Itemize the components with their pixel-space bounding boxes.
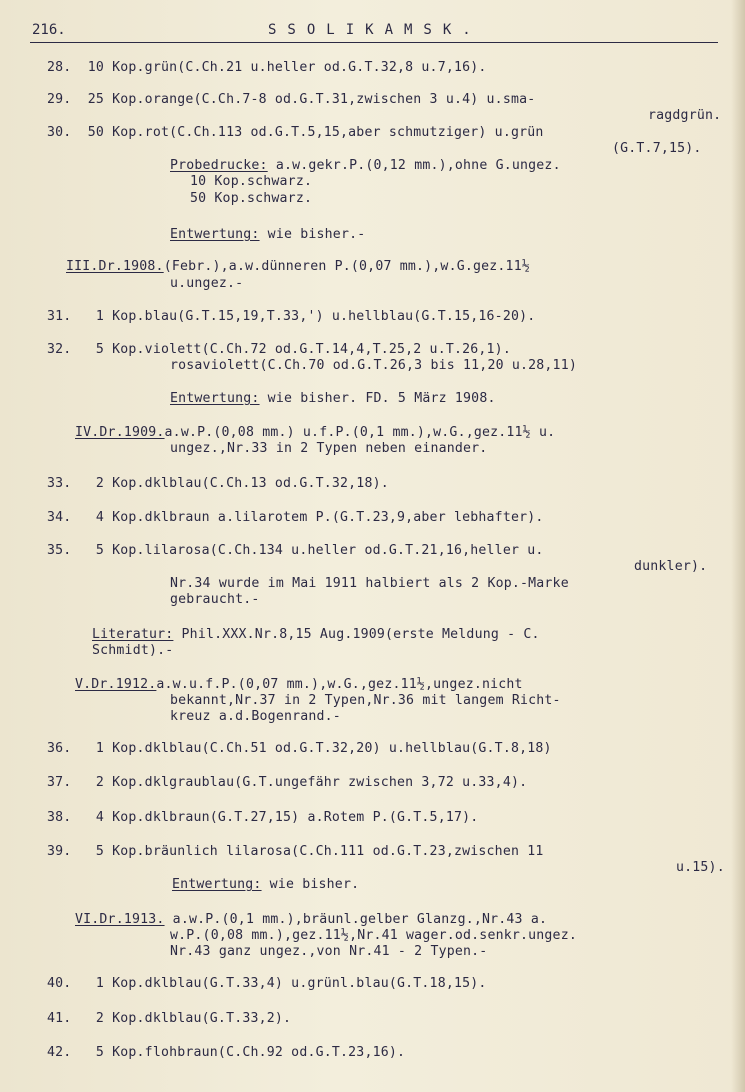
text-line [47, 775, 527, 791]
text-line [47, 510, 544, 526]
text-line [47, 1045, 405, 1061]
text-line [170, 576, 569, 592]
text-line [75, 677, 523, 693]
line-text: Nr.43 ganz ungez.,von Nr.41 - 2 Typen.- [170, 944, 488, 959]
line-text: 10 Kop.schwarz. [190, 174, 313, 189]
page-number: 216. [32, 22, 66, 38]
page-title: SSOLIKAMSK. [268, 22, 482, 38]
text-line [92, 643, 173, 659]
line-text: 33. 2 Kop.dklblau(C.Ch.13 od.G.T.32,18). [47, 476, 389, 491]
line-text: 40. 1 Kop.dklblau(G.T.33,4) u.grünl.blau(G.T.18,15). [47, 976, 487, 991]
line-text: 30. 50 Kop.rot(C.Ch.113 od.G.T.5,15,aber schmutziger) u.grün [47, 125, 544, 140]
underlined-heading: IV.Dr.1909. [75, 425, 165, 440]
line-text: 41. 2 Kop.dklblau(G.T.33,2). [47, 1011, 292, 1026]
line-text: ungez.,Nr.33 in 2 Typen neben einander. [170, 441, 488, 456]
text-line [676, 860, 725, 876]
text-line [170, 227, 365, 243]
text-line [648, 108, 721, 124]
line-text: a.w.P.(0,1 mm.),bräunl.gelber Glanzg.,Nr.43 a. [164, 912, 548, 927]
line-text: (G.T.7,15). [612, 141, 702, 156]
line-text: 42. 5 Kop.flohbraun(C.Ch.92 od.G.T.23,16). [47, 1045, 406, 1060]
text-line [190, 191, 312, 207]
line-text: 37. 2 Kop.dklgraublau(G.T.ungefähr zwischen 3,72 u.33,4). [47, 775, 528, 790]
text-line [47, 125, 544, 141]
line-text: u.15). [676, 860, 725, 875]
text-line [170, 158, 561, 174]
text-line [47, 810, 478, 826]
page-header [30, 22, 718, 43]
text-line [170, 358, 577, 374]
underlined-heading: Entwertung: [170, 227, 260, 242]
underlined-heading: Literatur: [92, 627, 174, 642]
text-line [47, 342, 511, 358]
line-text: Schmidt).- [92, 643, 174, 658]
underlined-heading: Probedrucke: [170, 158, 268, 173]
line-text: 39. 5 Kop.bräunlich lilarosa(C.Ch.111 od.G.T.23,zwischen 11 [47, 844, 544, 859]
line-text: rosaviolett(C.Ch.70 od.G.T.26,3 bis 11,20 u.28,11) [170, 358, 577, 373]
page-edge-shadow [731, 0, 745, 1092]
text-line [47, 543, 544, 559]
text-line [47, 976, 487, 992]
line-text: kreuz a.d.Bogenrand.- [170, 709, 341, 724]
text-line [47, 92, 535, 108]
text-line [634, 559, 707, 575]
line-text: (Febr.),a.w.dünneren P.(0,07 mm.),w.G.gez.11½ [163, 259, 530, 274]
text-line [170, 928, 577, 944]
text-line [66, 259, 530, 275]
line-text: 38. 4 Kop.dklbraun(G.T.27,15) a.Rotem P.(G.T.5,17). [47, 810, 479, 825]
text-line [170, 709, 341, 725]
underlined-heading: Entwertung: [172, 877, 262, 892]
line-text: a.w.P.(0,08 mm.) u.f.P.(0,1 mm.),w.G.,gez.11½ u. [164, 425, 556, 440]
line-text: Nr.34 wurde im Mai 1911 halbiert als 2 Kop.-Marke [170, 576, 569, 591]
line-text: dunkler). [634, 559, 708, 574]
text-line [172, 877, 359, 893]
line-text: w.P.(0,08 mm.),gez.11½,Nr.41 wager.od.senkr.ungez. [170, 928, 577, 943]
underlined-heading: VI.Dr.1913. [75, 912, 165, 927]
text-line [47, 741, 552, 757]
line-text: wie bisher. [261, 877, 360, 892]
line-text: 31. 1 Kop.blau(G.T.15,19,T.33,') u.hellblau(G.T.15,16-20). [47, 309, 536, 324]
text-line [170, 944, 487, 960]
line-text: u.ungez.- [170, 276, 244, 291]
line-text: 50 Kop.schwarz. [190, 191, 313, 206]
line-text: gebraucht.- [170, 592, 260, 607]
text-line [170, 592, 260, 608]
text-line [47, 309, 535, 325]
text-line [47, 476, 389, 492]
line-text: bekannt,Nr.37 in 2 Typen,Nr.36 mit langem Richt- [170, 693, 561, 708]
line-text: 32. 5 Kop.violett(C.Ch.72 od.G.T.14,4,T.25,2 u.T.26,1). [47, 342, 511, 357]
line-text: 35. 5 Kop.lilarosa(C.Ch.134 u.heller od.G.T.21,16,heller u. [47, 543, 544, 558]
line-text: wie bisher. FD. 5 März 1908. [259, 391, 496, 406]
underlined-heading: Entwertung: [170, 391, 260, 406]
line-text: 29. 25 Kop.orange(C.Ch.7-8 od.G.T.31,zwischen 3 u.4) u.sma- [47, 92, 536, 107]
line-text: 34. 4 Kop.dklbraun a.lilarotem P.(G.T.23,9,aber lebhafter). [47, 510, 544, 525]
text-line [170, 276, 243, 292]
line-text: wie bisher.- [259, 227, 366, 242]
text-line [170, 441, 487, 457]
text-line [170, 391, 496, 407]
line-text: a.w.gekr.P.(0,12 mm.),ohne G.ungez. [267, 158, 561, 173]
line-text: a.w.u.f.P.(0,07 mm.),w.G.,gez.11½,ungez.nicht [156, 677, 523, 692]
text-line [47, 60, 487, 76]
text-line [170, 693, 561, 709]
text-line [612, 141, 702, 157]
text-line [75, 912, 547, 928]
text-line [47, 1011, 291, 1027]
line-text: 28. 10 Kop.grün(C.Ch.21 u.heller od.G.T.32,8 u.7,16). [47, 60, 487, 75]
text-line [92, 627, 540, 643]
text-line [75, 425, 555, 441]
underlined-heading: V.Dr.1912. [75, 677, 157, 692]
underlined-heading: III.Dr.1908. [66, 259, 164, 274]
line-text: 36. 1 Kop.dklblau(C.Ch.51 od.G.T.32,20) u.hellblau(G.T.8,18) [47, 741, 552, 756]
line-text: ragdgrün. [648, 108, 722, 123]
line-text: Phil.XXX.Nr.8,15 Aug.1909(erste Meldung - C. [173, 627, 540, 642]
text-line [190, 174, 312, 190]
text-line [47, 844, 544, 860]
